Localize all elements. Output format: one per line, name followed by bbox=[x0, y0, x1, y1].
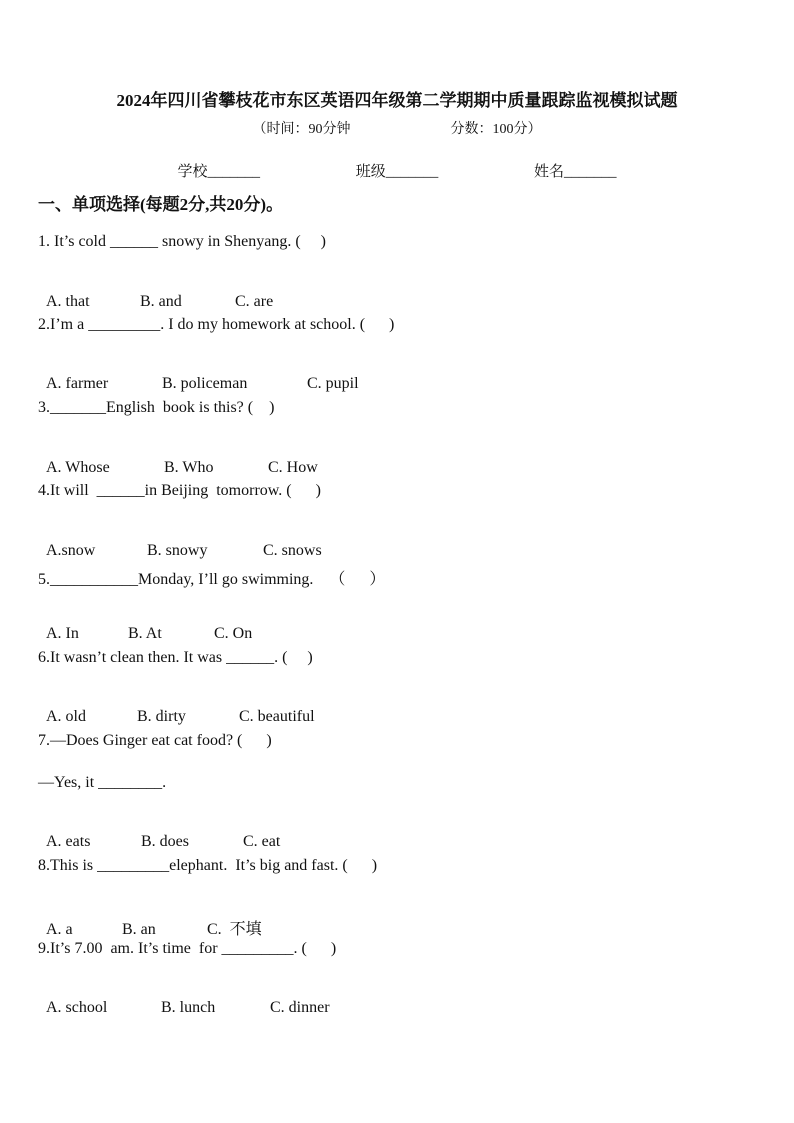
question-options bbox=[38, 690, 315, 726]
question-options bbox=[38, 981, 330, 1017]
option-a[interactable]: A. that bbox=[46, 293, 90, 310]
student-info bbox=[0, 160, 794, 181]
option-b[interactable]: B. At bbox=[128, 625, 162, 642]
question-stem: 2.I’m a _________. I do my homework at school. ( ) bbox=[38, 316, 395, 333]
question-options bbox=[38, 275, 273, 311]
question-options bbox=[38, 898, 262, 939]
question-stem: 5.___________Monday, I’ll go swimming. （ ） bbox=[38, 571, 386, 588]
option-c[interactable]: C. How bbox=[268, 459, 318, 476]
option-c[interactable]: C. eat bbox=[243, 833, 281, 850]
question-options bbox=[38, 524, 322, 560]
option-a[interactable]: A. school bbox=[46, 999, 108, 1016]
option-c[interactable]: C. pupil bbox=[307, 375, 359, 392]
option-c[interactable]: C. beautiful bbox=[239, 708, 315, 725]
option-b[interactable]: B. lunch bbox=[161, 999, 216, 1016]
option-a[interactable]: A. eats bbox=[46, 833, 91, 850]
name-field[interactable]: 姓名_______ bbox=[534, 164, 617, 180]
school-field[interactable]: 学校_______ bbox=[177, 164, 260, 180]
option-b[interactable]: B. an bbox=[122, 921, 156, 938]
option-c[interactable]: C. are bbox=[235, 293, 274, 310]
question-stem: 7.—Does Ginger eat cat food? ( ) bbox=[38, 732, 272, 749]
question-stem: 3._______English book is this? ( ) bbox=[38, 399, 275, 416]
class-field[interactable]: 班级_______ bbox=[355, 164, 439, 180]
time-limit: （时间：90分钟 bbox=[252, 122, 351, 137]
total-score: 分数：100分） bbox=[450, 122, 542, 137]
question-options bbox=[38, 607, 252, 643]
option-c[interactable]: C. 不填 bbox=[207, 921, 262, 938]
option-b[interactable]: B. dirty bbox=[137, 708, 186, 725]
option-a[interactable]: A. Whose bbox=[46, 459, 110, 476]
option-a[interactable]: A.snow bbox=[46, 542, 96, 559]
section-heading: 一、单项选择(每题2分,共20分)。 bbox=[38, 195, 284, 214]
option-a[interactable]: A. a bbox=[46, 921, 73, 938]
option-b[interactable]: B. and bbox=[140, 293, 182, 310]
option-c[interactable]: C. dinner bbox=[270, 999, 330, 1016]
option-b[interactable]: B. does bbox=[141, 833, 189, 850]
page-title: 2024年四川省攀枝花市东区英语四年级第二学期期中质量跟踪监视模拟试题 bbox=[116, 91, 678, 110]
question-stem: 9.It’s 7.00 am. It’s time for _________. ( ) bbox=[38, 940, 337, 957]
option-b[interactable]: B. Who bbox=[164, 459, 214, 476]
question-stem: 8.This is _________elephant. It’s big and fast. ( ) bbox=[38, 857, 378, 874]
exam-meta bbox=[0, 118, 794, 138]
option-c[interactable]: C. snows bbox=[263, 542, 322, 559]
option-a[interactable]: A. old bbox=[46, 708, 86, 725]
option-a[interactable]: A. farmer bbox=[46, 375, 109, 392]
question-options bbox=[38, 357, 359, 393]
option-b[interactable]: B. snowy bbox=[147, 542, 208, 559]
question-options bbox=[38, 815, 280, 851]
option-b[interactable]: B. policeman bbox=[162, 375, 248, 392]
answer-line: —Yes, it ________. bbox=[38, 774, 167, 791]
question-stem: 4.It will ______in Beijing tomorrow. ( ) bbox=[38, 482, 321, 499]
question-stem: 6.It wasn’t clean then. It was ______. ( ) bbox=[38, 649, 313, 666]
question-stem: 1. It’s cold ______ snowy in Shenyang. ( ) bbox=[38, 233, 326, 250]
option-c[interactable]: C. On bbox=[214, 625, 253, 642]
option-a[interactable]: A. In bbox=[46, 625, 79, 642]
question-options bbox=[38, 441, 318, 477]
